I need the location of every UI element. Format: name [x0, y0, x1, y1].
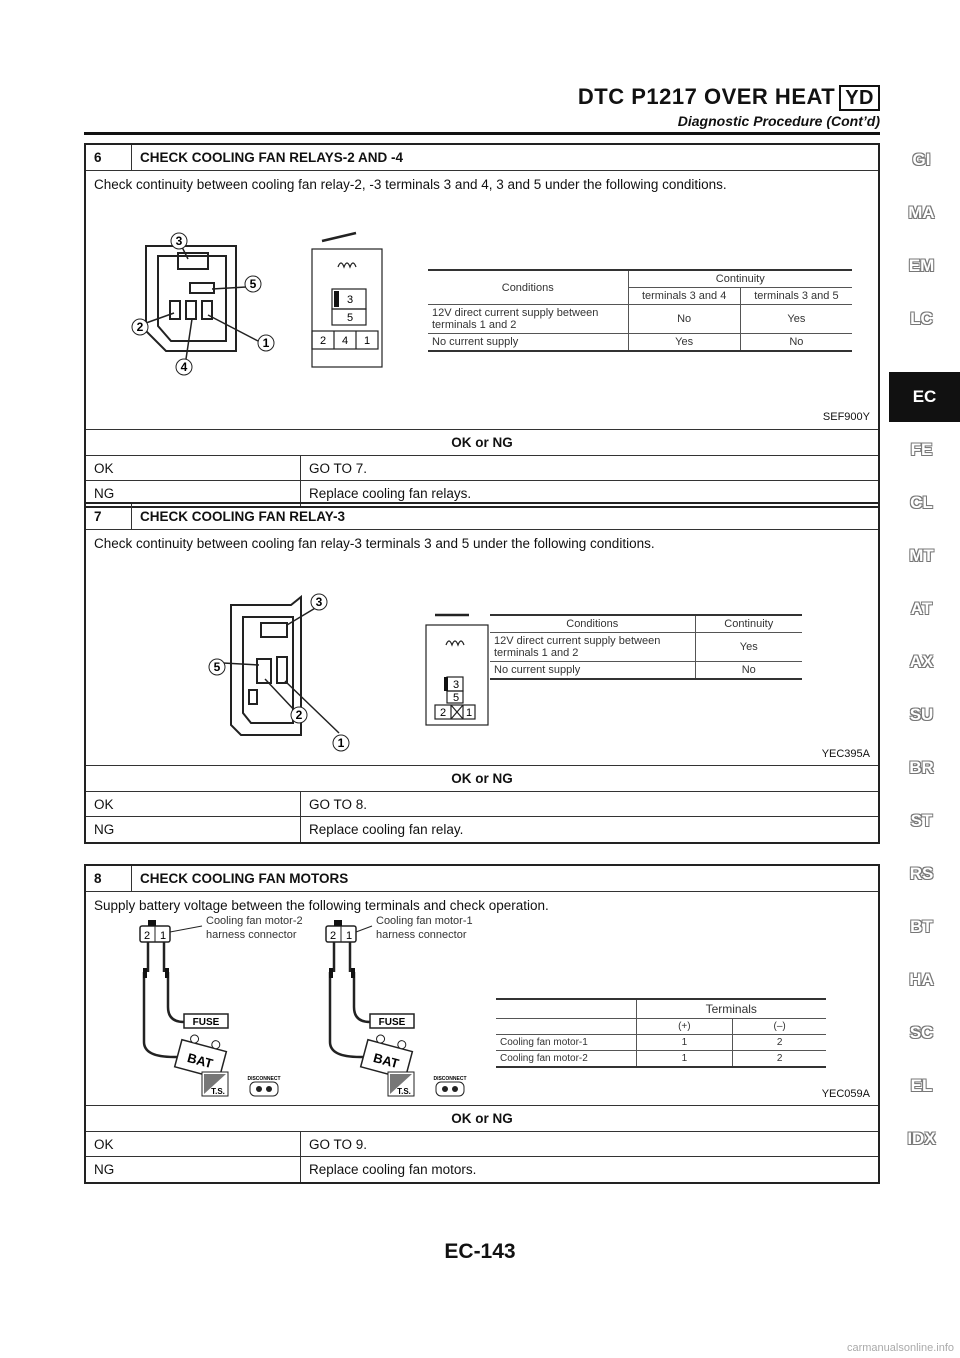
figure-code: SEF900Y [822, 411, 870, 423]
okng-label: OK or NG [451, 435, 513, 450]
tab-at[interactable]: AT [910, 599, 933, 618]
section-8 [84, 864, 880, 1184]
connector-label: harness connector [376, 929, 467, 941]
page-title [84, 84, 880, 111]
relay-diagram [201, 585, 531, 755]
terminal-label: 3 [452, 679, 460, 691]
pin-label: 5 [249, 277, 257, 291]
pin-label: 3 [315, 595, 323, 609]
tab-sc[interactable]: SC [909, 1023, 934, 1042]
section-description: Supply battery voltage between the following terminals and check operation. [94, 898, 549, 913]
table-cell [496, 999, 636, 1019]
title-text: DTC P1217 OVER HEAT [577, 84, 836, 109]
tab-ec[interactable]: EC [889, 372, 960, 422]
table-cell: 2 [733, 1051, 826, 1068]
tab-ax[interactable]: AX [909, 652, 934, 671]
tab-br[interactable]: BR [909, 758, 934, 777]
pin-label: 1 [159, 930, 167, 942]
terminal-label: 2 [319, 335, 327, 347]
terminal-label: 1 [363, 335, 371, 347]
result-key: OK [86, 456, 301, 480]
section-7 [84, 502, 880, 844]
th-plus: (+) [636, 1019, 733, 1035]
terminal-label: 3 [346, 294, 354, 306]
table-cell: Cooling fan motor-2 [496, 1051, 636, 1068]
section-title: CHECK COOLING FAN RELAYS-2 AND -4 [140, 150, 404, 165]
section-header [86, 866, 878, 892]
continuity-table [428, 269, 852, 352]
result-value: Replace cooling fan relays. [309, 486, 472, 501]
okng-row [86, 1106, 878, 1132]
table-cell: No [740, 334, 852, 352]
th-col: terminals 3 and 5 [740, 288, 852, 305]
result-value: GO TO 7. [309, 460, 368, 476]
section-title: CHECK COOLING FAN MOTORS [140, 871, 349, 886]
pin-label: 5 [213, 660, 221, 674]
result-row-ok [86, 1132, 878, 1157]
table-cell: Yes [740, 305, 852, 334]
table-cell: 1 [636, 1051, 733, 1068]
header-rule [84, 132, 880, 135]
th-continuity: Continuity [695, 615, 802, 633]
section-body [86, 171, 878, 430]
result-rows [86, 456, 878, 506]
tab-fe[interactable]: FE [910, 440, 933, 459]
result-value: Replace cooling fan relay. [309, 822, 464, 837]
table-cell: Yes [628, 334, 740, 352]
page-subtitle: Diagnostic Procedure (Cont’d) [677, 113, 880, 129]
result-row-ok [86, 456, 878, 481]
result-row-ng [86, 817, 878, 842]
battery-label: BAT [185, 1050, 215, 1072]
pin-label: 1 [337, 736, 345, 750]
tab-cl[interactable]: CL [910, 493, 933, 512]
result-value: GO TO 8. [309, 796, 368, 812]
fuse-label: FUSE [378, 1017, 406, 1028]
table-cell: Yes [695, 633, 802, 662]
terminal-label: 2 [439, 707, 447, 719]
battery-label: BAT [371, 1050, 401, 1072]
fuse-label: FUSE [192, 1017, 220, 1028]
relay-diagram [126, 231, 416, 376]
result-key: NG [86, 481, 301, 506]
result-rows [86, 1132, 878, 1182]
result-value: GO TO 9. [309, 1136, 368, 1152]
table-cell: 2 [733, 1035, 826, 1051]
terminal-label: 5 [452, 692, 460, 704]
cell-line: 12V direct current supply between [432, 307, 599, 319]
section-6 [84, 143, 880, 508]
section-description: Check continuity between cooling fan relay-3 terminals 3 and 5 under the following conditions. [94, 536, 655, 551]
cell-line: terminals 1 and 2 [432, 319, 517, 331]
th-minus: (–) [733, 1019, 826, 1035]
tab-lc[interactable]: LC [910, 309, 933, 328]
tab-mt[interactable]: MT [909, 546, 934, 565]
pin-label: 3 [175, 234, 183, 248]
table-cell: Cooling fan motor-1 [496, 1035, 636, 1051]
tab-su[interactable]: SU [909, 705, 934, 724]
th-conditions: Conditions [428, 270, 628, 305]
pin-label: 2 [136, 320, 144, 334]
disconnect-label: DISCONNECT [247, 1076, 281, 1082]
terminal-label: 5 [346, 312, 354, 324]
result-rows [86, 792, 878, 842]
result-row-ok [86, 792, 878, 817]
page-number: EC-143 [444, 1240, 516, 1263]
pin-label: 2 [143, 930, 151, 942]
terminals-table [496, 998, 826, 1068]
connector-label: harness connector [206, 929, 297, 941]
terminal-label: 1 [465, 707, 473, 719]
disconnect-label: DISCONNECT [433, 1076, 467, 1082]
result-key: OK [86, 1132, 301, 1156]
table-cell [428, 305, 628, 334]
page-header [84, 84, 880, 134]
section-body [86, 530, 878, 766]
tab-ma[interactable]: MA [908, 203, 935, 222]
watermark: carmanualsonline.info [846, 1342, 954, 1354]
tab-rs[interactable]: RS [909, 864, 934, 883]
section-description: Check continuity between cooling fan relay-2, -3 terminals 3 and 4, 3 and 5 under the following conditions. [94, 177, 727, 192]
section-number: 6 [86, 145, 132, 170]
okng-label: OK or NG [451, 771, 513, 786]
connector-label: Cooling fan motor-1 [376, 915, 473, 927]
figure-code: YEC059A [821, 1088, 870, 1100]
cell-line: terminals 1 and 2 [494, 647, 579, 659]
okng-row [86, 766, 878, 792]
table-cell: No [628, 305, 740, 334]
continuity-table [490, 614, 802, 680]
terminal-label: 4 [341, 335, 349, 347]
tab-st[interactable]: ST [910, 811, 933, 830]
pin-label: 1 [345, 930, 353, 942]
pin-label: 1 [262, 336, 270, 350]
ts-label: T.S. [397, 1087, 411, 1096]
table-cell: No [695, 662, 802, 680]
section-header [86, 145, 878, 171]
section-title: CHECK COOLING FAN RELAY-3 [140, 509, 346, 524]
tab-idx[interactable]: IDX [907, 1129, 936, 1148]
table-cell [490, 633, 695, 662]
tab-el[interactable]: EL [910, 1076, 933, 1095]
okng-label: OK or NG [451, 1111, 513, 1126]
th-continuity: Continuity [628, 270, 852, 288]
cell-line: 12V direct current supply between [494, 635, 661, 647]
pin-label: 4 [180, 360, 188, 374]
connector-motor-1 [326, 915, 473, 1096]
okng-row [86, 430, 878, 456]
th-terminals: Terminals [636, 999, 826, 1019]
pin-label: 2 [295, 708, 303, 722]
connector-label: Cooling fan motor-2 [206, 915, 303, 927]
tab-ha[interactable]: HA [909, 970, 934, 989]
result-key: NG [86, 1157, 301, 1182]
result-key: NG [86, 817, 301, 842]
tab-bt[interactable]: BT [910, 917, 933, 936]
pin-label: 2 [329, 930, 337, 942]
section-number: 7 [86, 504, 132, 529]
result-value: Replace cooling fan motors. [309, 1162, 477, 1177]
result-row-ng [86, 1157, 878, 1182]
section-number: 8 [86, 866, 132, 891]
th-conditions: Conditions [490, 615, 695, 633]
table-cell: No current supply [428, 334, 628, 352]
table-cell: No current supply [490, 662, 695, 680]
table-cell [496, 1019, 636, 1035]
th-col: terminals 3 and 4 [628, 288, 740, 305]
connector-motor-2 [140, 915, 303, 1096]
tab-em[interactable]: EM [908, 256, 935, 275]
engine-badge: YD [839, 85, 880, 111]
section-header [86, 504, 878, 530]
figure-code: YEC395A [821, 748, 870, 760]
result-key: OK [86, 792, 301, 816]
table-cell: 1 [636, 1035, 733, 1051]
tab-gi[interactable]: GI [912, 150, 931, 169]
section-body [86, 892, 878, 1106]
ts-label: T.S. [211, 1087, 225, 1096]
